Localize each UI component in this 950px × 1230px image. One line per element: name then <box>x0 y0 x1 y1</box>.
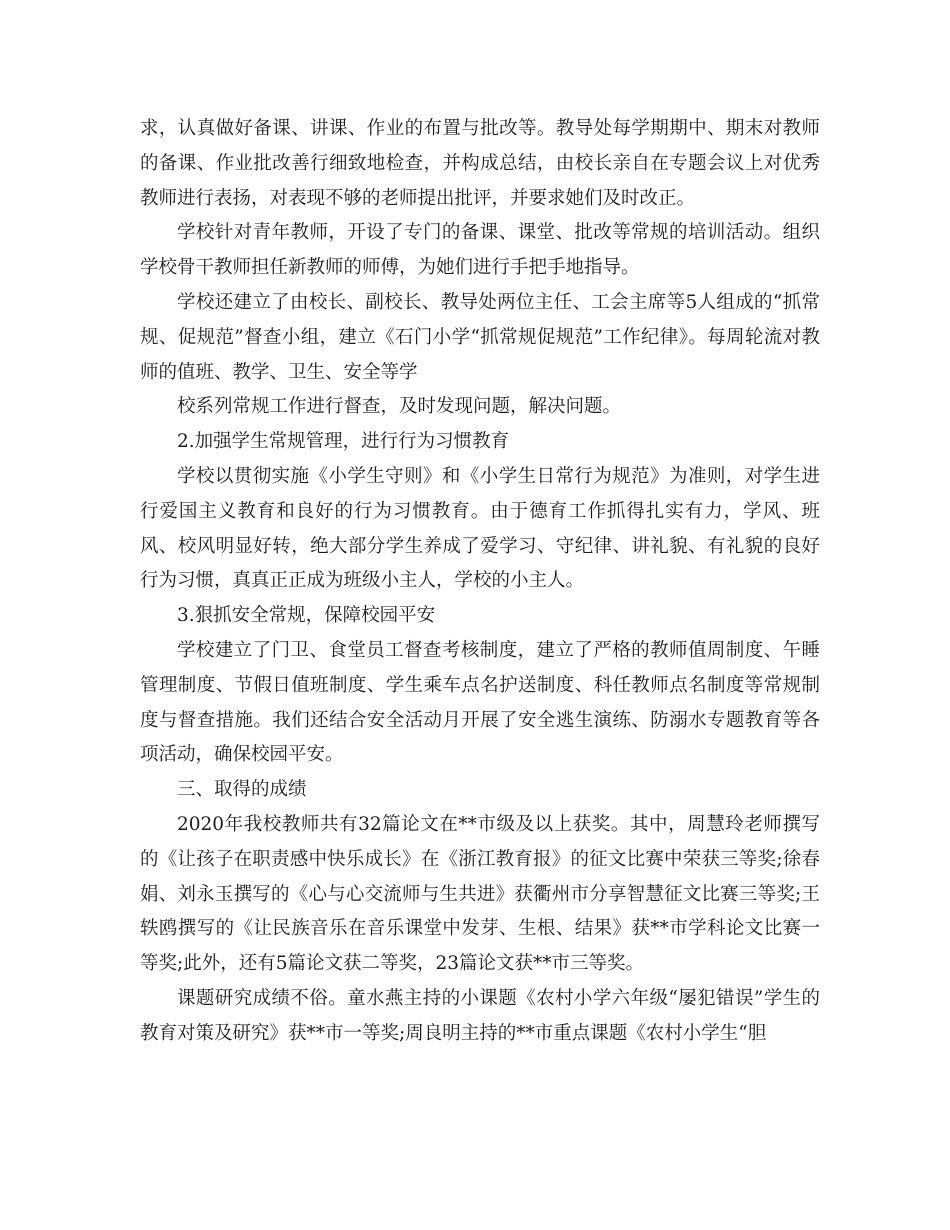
document-body <box>140 112 820 1052</box>
paragraph-young-teacher-training: 学校针对青年教师，开设了专门的备课、课堂、批改等常规的培训活动。组织学校骨干教师担任新教师的师傅，为她们进行手把手地指导。 <box>140 222 820 279</box>
paragraph-supervision-continued: 校系列常规工作进行督查，及时发现问题，解决问题。 <box>177 396 622 418</box>
paragraph-paper-awards: 2020年我校教师共有32篇论文在**市级及以上获奖。其中，周慧玲老师撰写的《让孩子在职责感中快乐成长》在《浙江教育报》的征文比赛中荣获三等奖;徐春娟、刘永玉撰写的《心与心交流师与生共进》获衢州市分享智慧征文比赛三等奖;王轶鸥撰写的《让民族音乐在音乐课堂中发芽、生根、结果》获**市学科论文比赛一等奖;此外，还有5篇论文获二等奖，23篇论文获**市三等奖。 <box>140 813 820 975</box>
paragraph-safety-systems: 学校建立了门卫、食堂员工督查考核制度，建立了严格的教师值周制度、午睡管理制度、节假日值班制度、学生乘车点名护送制度、科任教师点名制度等常规制度与督查措施。我们还结合安全活动月开展了安全逃生演练、防溺水专题教育等各项活动，确保校园平安。 <box>140 639 820 766</box>
section-heading-safety: 3.狠抓安全常规，保障校园平安 <box>177 605 436 627</box>
section-heading-achievements: 三、取得的成绩 <box>177 779 307 801</box>
paragraph-supervision-group: 学校还建立了由校长、副校长、教导处两位主任、工会主席等5人组成的“抓常规、促规范”督查小组，建立《石门小学“抓常规促规范”工作纪律》。每周轮流对教师的值班、教学、卫生、安全等学 <box>140 291 820 383</box>
paragraph-research-projects: 课题研究成绩不俗。童水燕主持的小课题《农村小学六年级“屡犯错误”学生的教育对策及研究》获**市一等奖;周良明主持的**市重点课题《农村小学生“胆 <box>140 987 820 1044</box>
paragraph-student-behavior: 学校以贯彻实施《小学生守则》和《小学生日常行为规范》为准则，对学生进行爱国主义教育和良好的行为习惯教育。由于德育工作抓得扎实有力，学风、班风、校风明显好转，绝大部分学生养成了爱学习、守纪律、讲礼貌、有礼貌的良好行为习惯，真真正正成为班级小主人，学校的小主人。 <box>140 465 820 592</box>
paragraph-continuation: 求，认真做好备课、讲课、作业的布置与批改等。教导处每学期期中、期末对教师的备课、作业批改善行细致地检查，并构成总结，由校长亲自在专题会议上对优秀教师进行表扬，对表现不够的老师提出批评，并要求她们及时改正。 <box>140 118 820 209</box>
section-heading-student-management: 2.加强学生常规管理，进行行为习惯教育 <box>177 431 510 453</box>
